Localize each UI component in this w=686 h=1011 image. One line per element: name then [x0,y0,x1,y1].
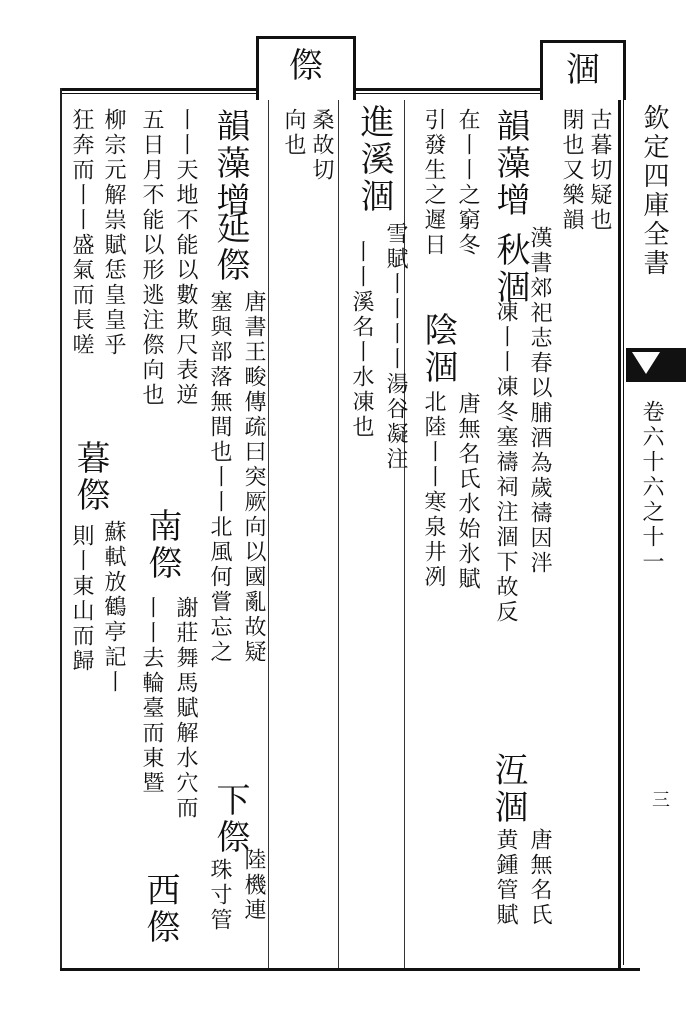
text-column: 閉也又樂韻 [559,108,584,233]
heading-column: 西傺 [140,872,180,946]
text-column: 凍丨丨凍冬塞禱祠注涸下故反 [493,300,518,625]
heading-column: 韻藻增 [210,108,250,219]
column-divider [338,100,339,968]
frame-right-rule-inner [623,95,624,965]
text-column: 則丨東山而歸 [69,524,94,674]
header-char-left: 傺 [289,46,323,86]
text-column: 陸機連 [241,848,266,923]
heading-column: 陰涸 [418,312,458,386]
text-column: 丨丨去輪臺而東暨 [139,596,164,796]
heading-column: 進溪涸 [354,104,394,215]
text-column: 北陸丨丨寒泉井冽 [421,390,446,590]
heading-column: 南傺 [142,508,182,582]
frame-bottom-rule [60,968,640,971]
text-column: 謝莊舞馬賦解水穴而 [173,596,198,821]
header-char-right: 涸 [566,50,600,90]
page-mark: 三 [649,790,670,811]
text-column: 雪賦丨丨丨丨湯谷凝注 [383,222,408,472]
heading-column: 秋涸 [490,232,530,306]
text-column: 唐無名氏水始氷賦 [455,392,480,592]
header-tab-left [256,36,356,100]
text-column: 向也 [281,108,306,158]
heading-column: 延傺 [210,210,250,284]
text-column: 在丨丨之窮冬 [455,108,480,258]
text-column: 桑故切 [309,108,334,183]
header-tab-right [540,40,626,100]
text-column: 唐無名氏 [527,828,552,928]
heading-column: 韻藻增 [490,108,530,219]
text-column: 黄鍾管賦 [493,828,518,928]
text-column: 丨丨溪名丨水凍也 [349,240,374,440]
fishtail-icon [632,352,660,374]
text-column: 漢書郊祀志春以脯酒為歲禱因泮 [527,226,552,576]
heading-column: 沍涸 [488,752,528,826]
text-column: 丨丨天地不能以數欺尺表逆 [173,108,198,408]
frame-left-rule [60,88,62,968]
text-column: 蘇軾放鶴亭記丨 [101,520,126,695]
heading-column: 暮傺 [70,440,110,514]
book-title: 欽定四庫全書 [639,104,669,278]
text-column: 唐書王畯傳疏曰突厥向以國亂故疑 [241,290,266,665]
frame-right-rule [618,88,621,970]
text-column: 引發生之遲日 [421,108,446,258]
text-column: 狂奔而丨丨盛氣而長嗟 [69,108,94,358]
heading-column: 下傺 [210,782,250,856]
volume-label: 卷六十六之十一 [639,400,664,575]
text-column: 珠寸管 [207,858,232,933]
text-column: 塞與部落無間也丨丨北風何嘗忘之 [207,290,232,665]
text-column: 古暮切疑也 [587,108,612,233]
text-column: 五日月不能以形逃注傺向也 [139,108,164,408]
text-column: 柳宗元解祟賦恁皇皇乎 [101,108,126,358]
